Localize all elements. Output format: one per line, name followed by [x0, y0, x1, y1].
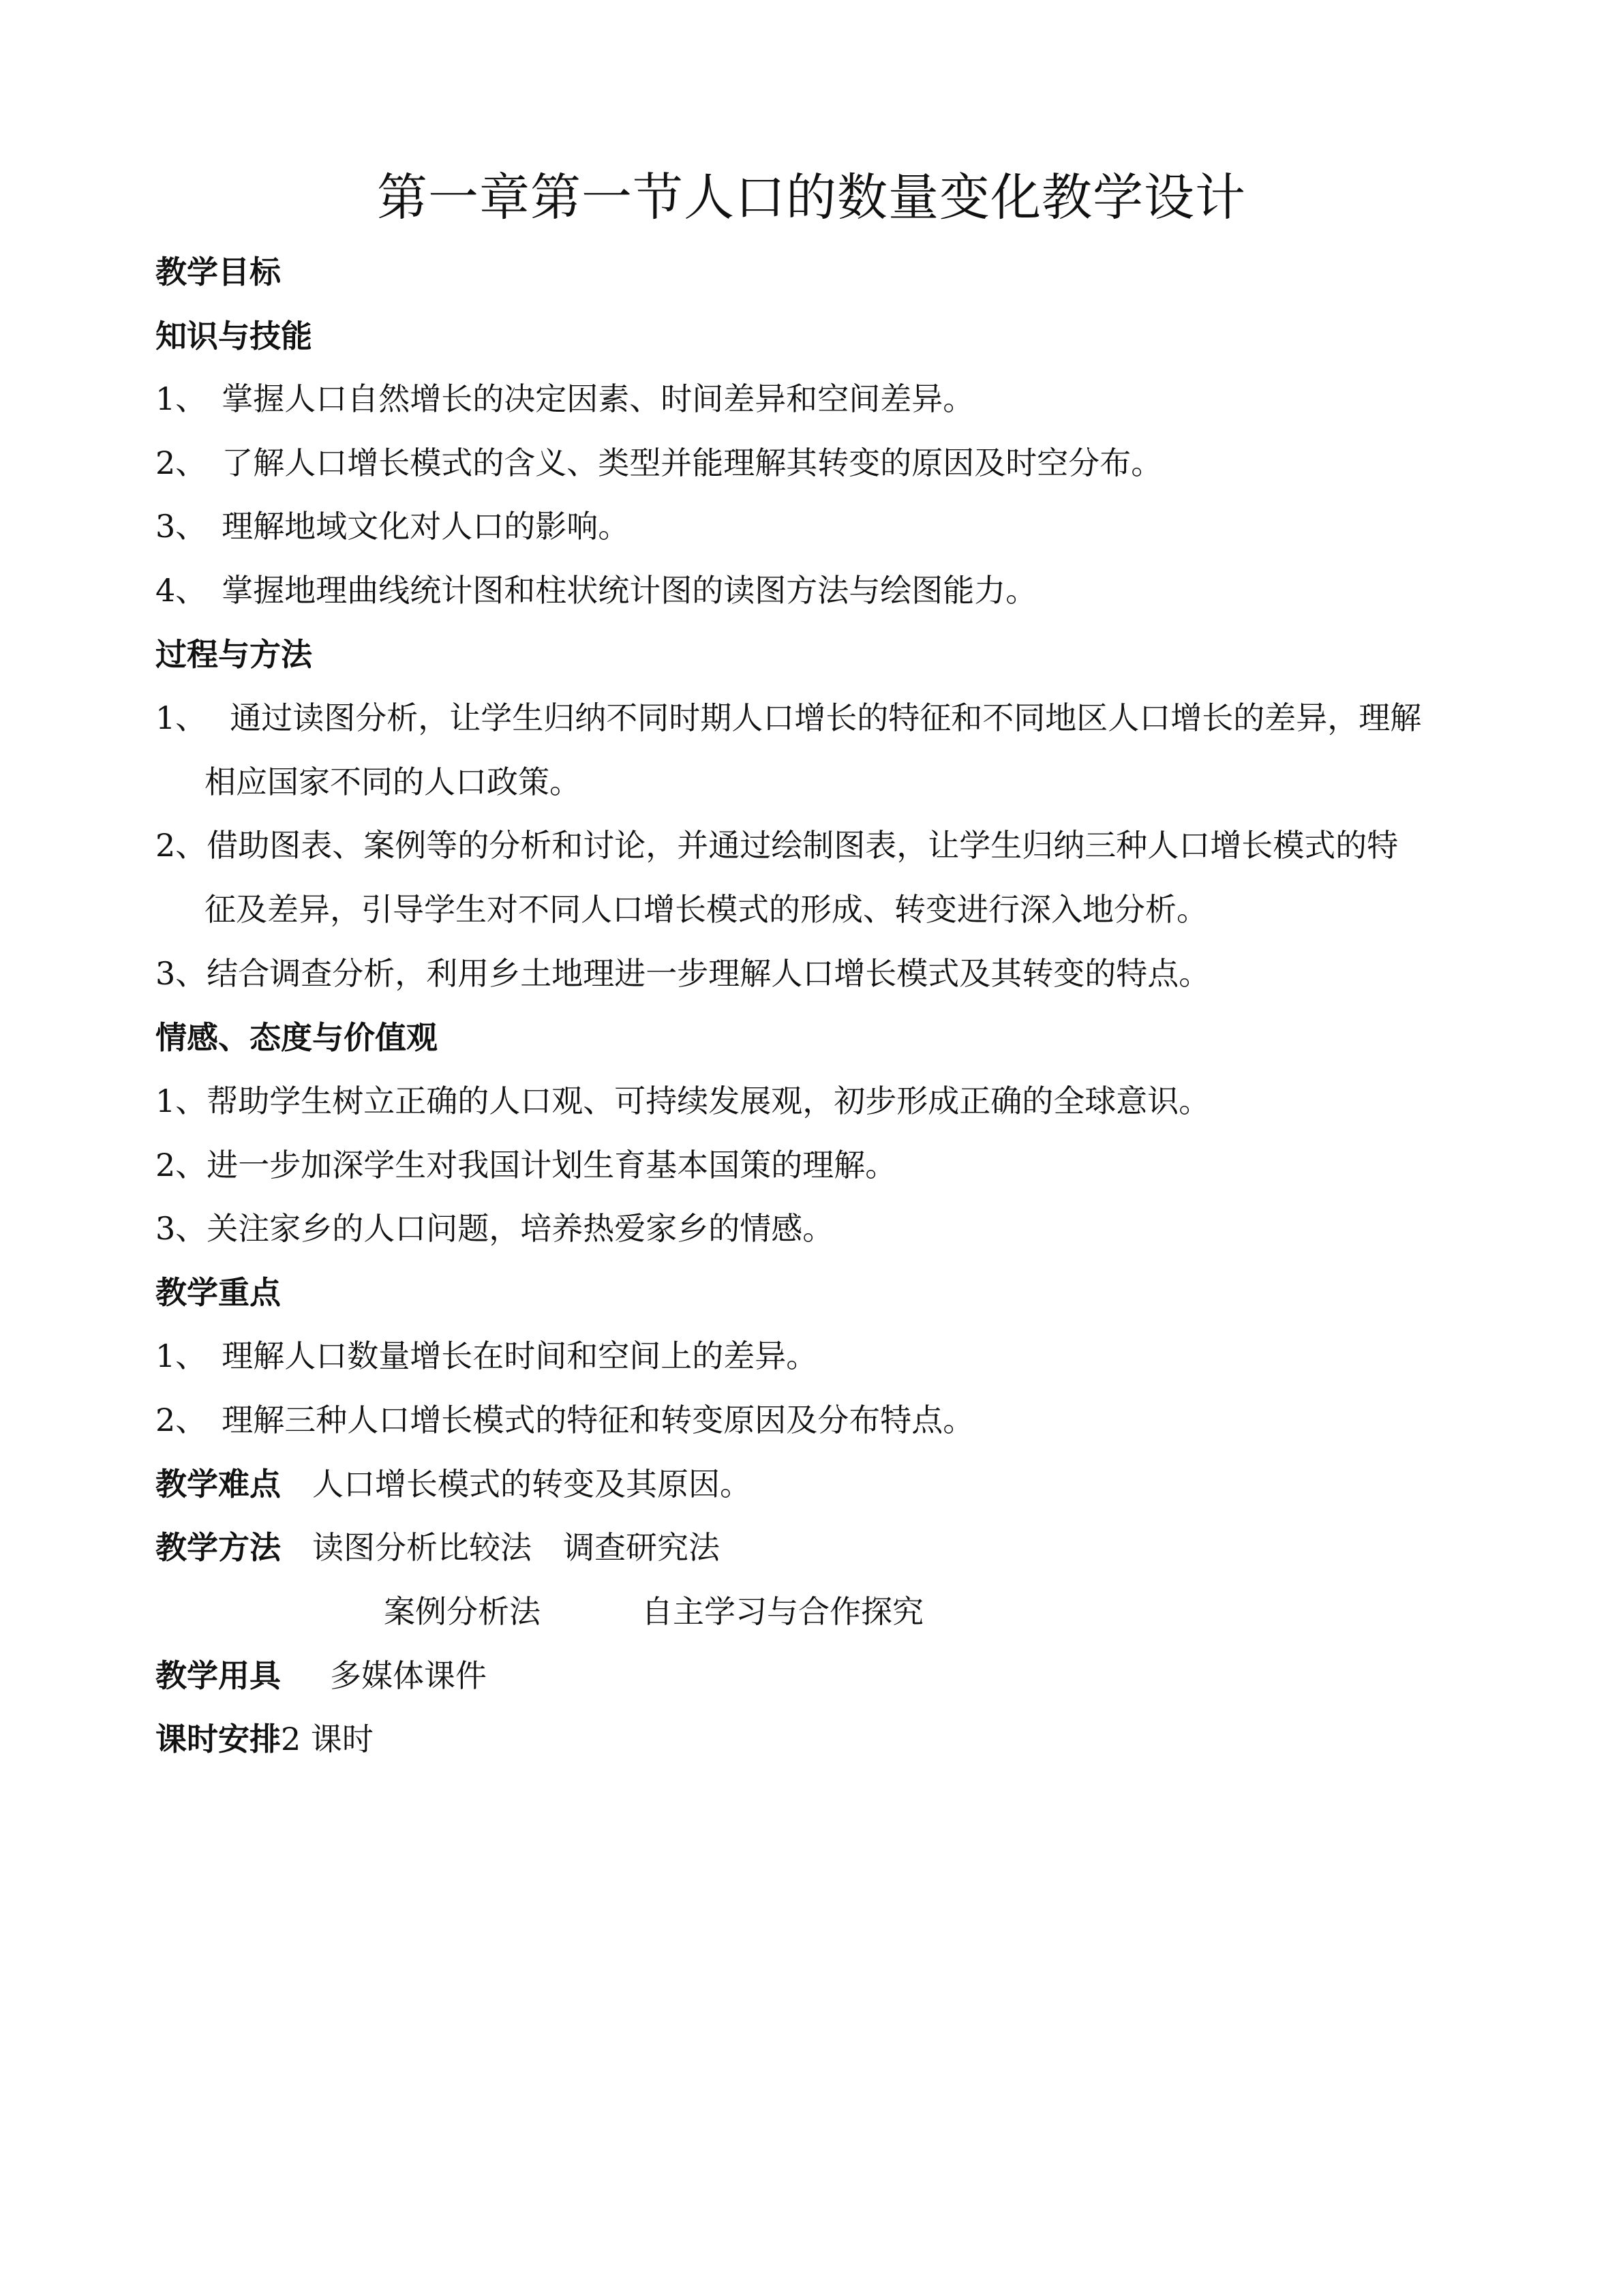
method-item: 调查研究法 [563, 1529, 720, 1566]
item-number: 1、 [155, 699, 207, 736]
schedule-value: 2 课时 [281, 1721, 374, 1757]
item-text: 结合调查分析，利用乡土地理进一步理解人口增长模式及其转变的特点。 [207, 955, 1211, 992]
process-item-continuation: 征及差异，引导学生对不同人口增长模式的形成、转变进行深入地分析。 [204, 891, 1208, 928]
key-points-heading: 教学重点 [155, 1274, 281, 1311]
item-number: 3、 [155, 508, 207, 545]
item-number: 3、 [155, 1210, 207, 1247]
item-text: 掌握地理曲线统计图和柱状统计图的读图方法与绘图能力。 [222, 572, 1037, 609]
process-item [155, 824, 1398, 867]
emotion-item [155, 1207, 834, 1250]
tools-row [155, 1654, 487, 1697]
difficulty-label: 教学难点 [155, 1466, 281, 1502]
item-text: 理解地域文化对人口的影响。 [222, 508, 630, 545]
item-number: 2、 [155, 827, 207, 864]
item-text: 理解三种人口增长模式的特征和转变原因及分布特点。 [222, 1402, 975, 1438]
item-number: 2、 [155, 444, 207, 481]
item-text: 理解人口数量增长在时间和空间上的差异。 [222, 1338, 818, 1374]
tools-value: 多媒体课件 [330, 1657, 487, 1694]
knowledge-item [155, 441, 1162, 485]
process-item [155, 696, 1421, 740]
methods-label: 教学方法 [155, 1529, 281, 1566]
item-text: 通过读图分析，让学生归纳不同时期人口增长的特征和不同地区人口增长的差异，理解 [230, 699, 1422, 736]
schedule-row [155, 1717, 374, 1761]
difficulty-row [155, 1462, 751, 1506]
tools-label: 教学用具 [155, 1657, 281, 1694]
item-text: 借助图表、案例等的分析和讨论，并通过绘制图表，让学生归纳三种人口增长模式的特 [207, 827, 1399, 864]
emotion-heading: 情感、态度与价值观 [155, 1019, 438, 1056]
emotion-item [155, 1079, 1210, 1123]
item-number: 2、 [155, 1147, 207, 1183]
method-item: 案例分析法 [384, 1593, 541, 1630]
process-item-continuation: 相应国家不同的人口政策。 [204, 764, 581, 800]
method-item: 自主学习与合作探究 [641, 1593, 924, 1630]
knowledge-item [155, 504, 629, 548]
item-text: 关注家乡的人口问题，培养热爱家乡的情感。 [207, 1210, 834, 1247]
item-text: 帮助学生树立正确的人口观、可持续发展观，初步形成正确的全球意识。 [207, 1083, 1211, 1119]
document-title: 第一章第一节人口的数量变化教学设计 [377, 168, 1246, 227]
methods-row-2 [384, 1590, 924, 1633]
knowledge-heading: 知识与技能 [155, 318, 312, 354]
process-heading: 过程与方法 [155, 636, 312, 673]
item-number: 4、 [155, 572, 207, 609]
item-number: 1、 [155, 380, 207, 417]
item-text: 了解人口增长模式的含义、类型并能理解其转变的原因及时空分布。 [222, 444, 1163, 481]
method-item: 读图分析比较法 [312, 1529, 532, 1566]
methods-row [155, 1526, 720, 1569]
process-item [155, 952, 1210, 995]
item-text: 进一步加深学生对我国计划生育基本国策的理解。 [207, 1147, 897, 1183]
item-text: 掌握人口自然增长的决定因素、时间差异和空间差异。 [222, 380, 975, 417]
objectives-heading: 教学目标 [155, 254, 281, 290]
knowledge-item [155, 569, 1037, 612]
item-number: 1、 [155, 1083, 207, 1119]
item-number: 3、 [155, 955, 207, 992]
item-number: 2、 [155, 1402, 207, 1438]
key-point-item [155, 1334, 817, 1378]
difficulty-value: 人口增长模式的转变及其原因。 [312, 1466, 751, 1502]
item-number: 1、 [155, 1338, 207, 1374]
schedule-label: 课时安排 [155, 1721, 281, 1757]
knowledge-item [155, 377, 974, 421]
key-point-item [155, 1398, 974, 1442]
emotion-item [155, 1143, 896, 1187]
